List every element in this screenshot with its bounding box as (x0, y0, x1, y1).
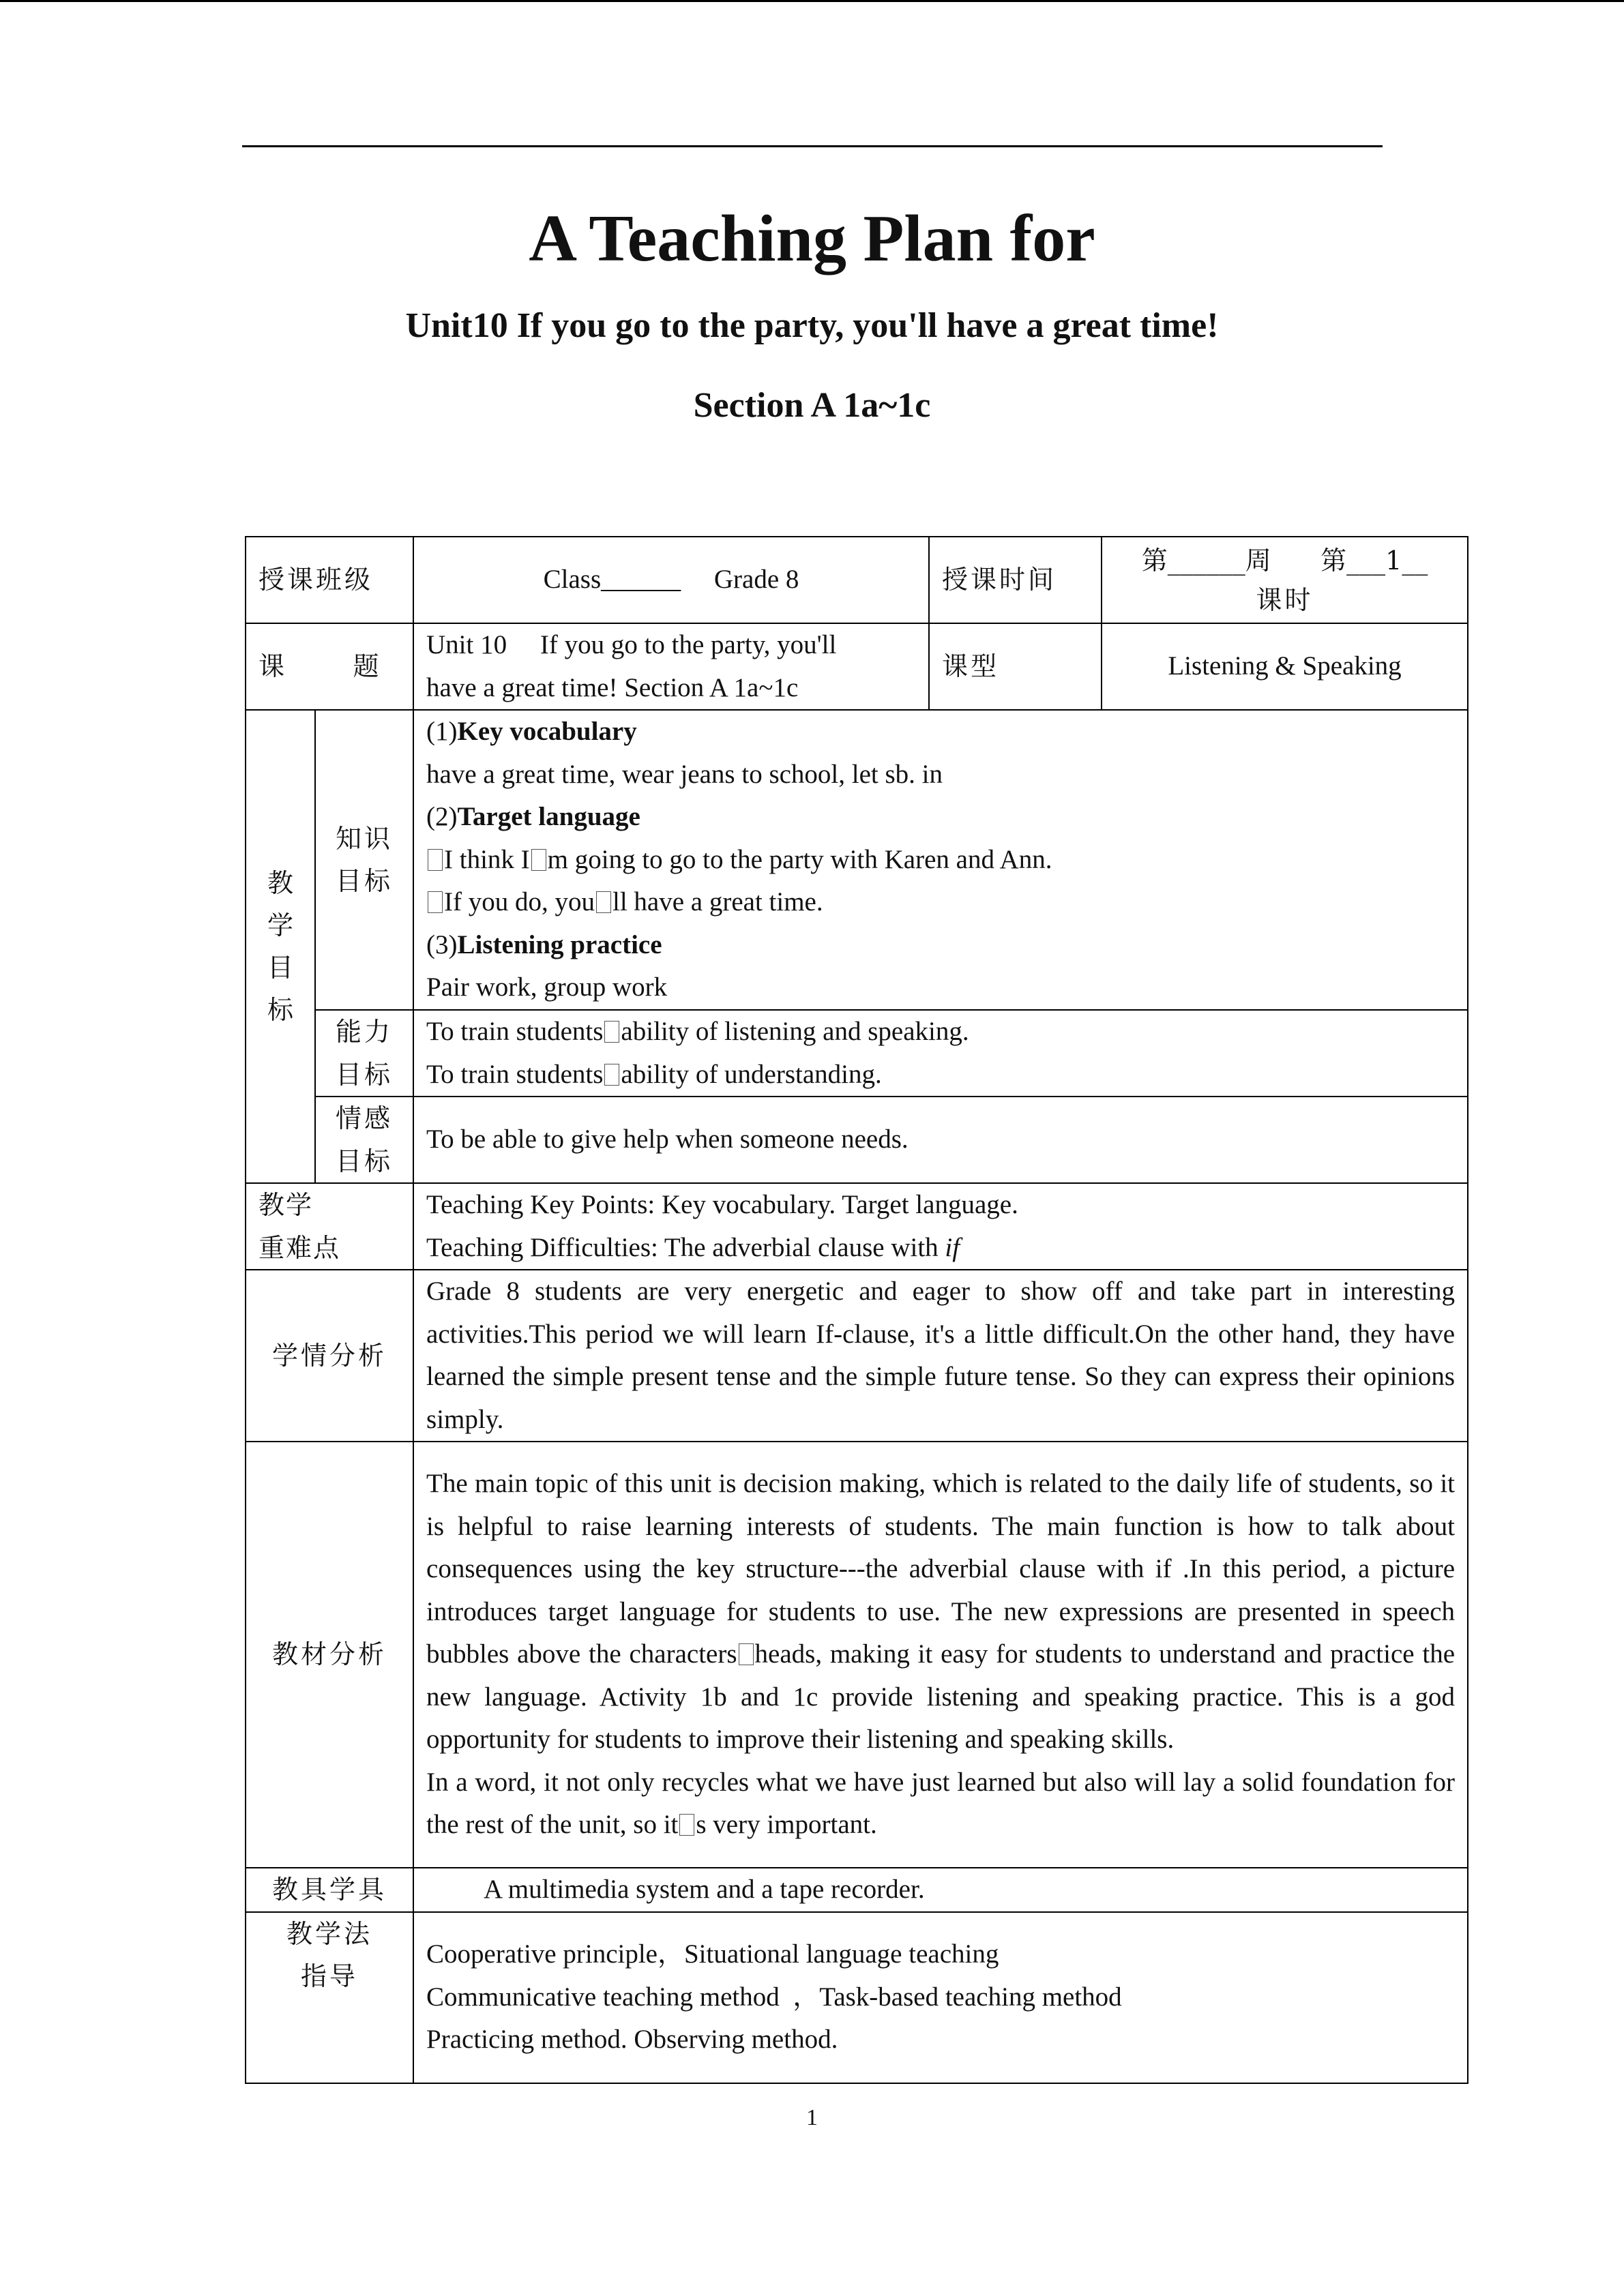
page-title: A Teaching Plan for (529, 202, 1095, 275)
text-part: m going to go to the party with Karen and Ann. (547, 844, 1052, 874)
time-period-line: 课时 (1256, 584, 1314, 615)
time-value (1102, 537, 1468, 623)
ability-line-1 (426, 1011, 1455, 1054)
page-number: 1 (806, 2105, 818, 2130)
missing-glyph-icon (604, 1021, 619, 1043)
keypoints-label (246, 1183, 413, 1270)
type-value: Listening & Speaking (1102, 623, 1468, 710)
text-part: if (945, 1232, 960, 1262)
ability-label (315, 1010, 413, 1097)
text-part: ability of understanding. (621, 1059, 882, 1089)
page-top-border (0, 0, 1624, 2)
text-part: To train students (426, 1017, 604, 1046)
students-row (246, 1270, 1468, 1442)
class-row (246, 537, 1468, 623)
materials-paragraph-2 (426, 1761, 1455, 1847)
text-part: If you do, you (444, 887, 595, 917)
class-label: 授课班级 (246, 537, 413, 623)
difficulties-line (426, 1227, 1455, 1270)
item-title: Key vocabulary (457, 717, 637, 747)
knowledge-label (315, 710, 413, 1010)
emotion-label-line: 目标 (336, 1146, 394, 1176)
methods-content (413, 1912, 1468, 2083)
target-language-line-2 (426, 881, 1455, 924)
methods-label-line: 指导 (301, 1961, 359, 1991)
target-language-line-1 (426, 839, 1455, 882)
time-week-line: 第______周 第___1__ (1141, 545, 1428, 576)
ability-label-line: 目标 (336, 1059, 394, 1090)
missing-glyph-icon (604, 1064, 619, 1086)
item-title: Listening practice (457, 929, 662, 959)
section-heading: Section A 1a~1c (693, 386, 931, 425)
teaching-plan-table (245, 536, 1468, 2084)
listening-practice-text: Pair work, group work (426, 972, 668, 1002)
text-part: The main topic of this unit is decision making, which is related to the daily life of students, so it is helpful to raise learning interests of students. The main function is how to talk about consequences using the key structure---the adverbial clause with if .In this period, a picture introduces target language for students to use. The new expressions are presented in speech bubbles above the characters (426, 1469, 1456, 1669)
text-part: s very important. (696, 1810, 877, 1840)
methods-row (246, 1912, 1468, 2083)
methods-line-2: Communicative teaching method ，Task-based teaching method (426, 1982, 1122, 2012)
topic-row (246, 623, 1468, 710)
knowledge-row (246, 710, 1468, 1010)
missing-glyph-icon (428, 849, 443, 871)
time-label: 授课时间 (929, 537, 1102, 623)
missing-glyph-icon (739, 1643, 754, 1665)
methods-line-1: Cooperative principle，Situational language teaching (426, 1939, 999, 1969)
tools-label: 教具学具 (246, 1868, 413, 1912)
methods-label (246, 1912, 413, 2083)
key-vocabulary-heading (426, 711, 1455, 754)
objectives-label (246, 710, 315, 1183)
keypoints-row (246, 1183, 1468, 1270)
text-part: heads, making it easy for students to understand and practice the new language. Activity 1b and 1c provide listening and speaking practice. This is a god opportunity for students to improve their listening and speaking skills. (426, 1639, 1456, 1755)
item-number: (2) (426, 802, 458, 832)
key-vocabulary-text: have a great time, wear jeans to school, let sb. in (426, 759, 943, 789)
type-label: 课型 (929, 623, 1102, 710)
topic-line-1: Unit 10 If you go to the party, you'll (426, 630, 837, 659)
target-language-heading (426, 796, 1455, 839)
materials-row (246, 1442, 1468, 1868)
knowledge-label-line: 知识 (336, 823, 394, 854)
objectives-char: 教 (267, 867, 293, 898)
ability-line-2 (426, 1054, 1455, 1097)
topic-line-2: have a great time! Section A 1a~1c (426, 672, 799, 702)
materials-content (413, 1442, 1468, 1868)
tools-row (246, 1868, 1468, 1912)
topic-value (413, 623, 929, 710)
topic-label: 课 题 (246, 623, 413, 710)
ability-content (413, 1010, 1468, 1097)
methods-line-3: Practicing method. Observing method. (426, 2025, 838, 2055)
class-value: Class______ Grade 8 (413, 537, 929, 623)
emotion-label (315, 1097, 413, 1183)
text-part: ability of listening and speaking. (621, 1017, 969, 1046)
ability-row (246, 1010, 1468, 1097)
text-part: Teaching Difficulties: The adverbial clause with (426, 1232, 945, 1262)
missing-glyph-icon (531, 849, 546, 871)
item-number: (1) (426, 717, 458, 747)
methods-label-line: 教学法 (286, 1918, 373, 1949)
missing-glyph-icon (596, 891, 611, 913)
item-title: Target language (457, 802, 640, 832)
missing-glyph-icon (679, 1814, 694, 1836)
objectives-char: 学 (267, 910, 293, 940)
keypoints-label-line: 教学 (259, 1190, 314, 1220)
materials-label: 教材分析 (246, 1442, 413, 1868)
text-part: To train students (426, 1059, 604, 1089)
listening-practice-heading (426, 924, 1455, 967)
objectives-char: 目 (267, 952, 293, 983)
students-content: Grade 8 students are very energetic and eager to show off and take part in interesting activities.This period we will learn If-clause, it's a little difficult.On the other hand, they have learned the simple present tense and the simple future tense. So they can express their opinions simply. (413, 1270, 1468, 1442)
keypoints-content (413, 1183, 1468, 1270)
materials-paragraph-1 (426, 1463, 1455, 1761)
ability-label-line: 能力 (336, 1017, 394, 1047)
header-rule (242, 145, 1383, 147)
unit-subtitle: Unit10 If you go to the party, you'll have a great time! (405, 306, 1219, 345)
knowledge-label-line: 目标 (336, 866, 394, 896)
item-number: (3) (426, 929, 458, 959)
text-part: ll have a great time. (612, 887, 823, 917)
knowledge-content (413, 710, 1468, 1010)
tools-content: A multimedia system and a tape recorder. (413, 1868, 1468, 1912)
objectives-char: 标 (267, 994, 293, 1025)
text-part: I think I (444, 844, 530, 874)
text-part: In a word, it not only recycles what we have just learned but also will lay a solid foundation for the rest of the unit, so it (426, 1767, 1456, 1840)
emotion-row (246, 1097, 1468, 1183)
emotion-label-line: 情感 (336, 1103, 394, 1133)
missing-glyph-icon (428, 891, 443, 913)
key-points-line: Teaching Key Points: Key vocabulary. Target language. (426, 1190, 1018, 1219)
students-label: 学情分析 (246, 1270, 413, 1442)
keypoints-label-line: 重难点 (259, 1232, 341, 1263)
emotion-content: To be able to give help when someone needs. (413, 1097, 1468, 1183)
